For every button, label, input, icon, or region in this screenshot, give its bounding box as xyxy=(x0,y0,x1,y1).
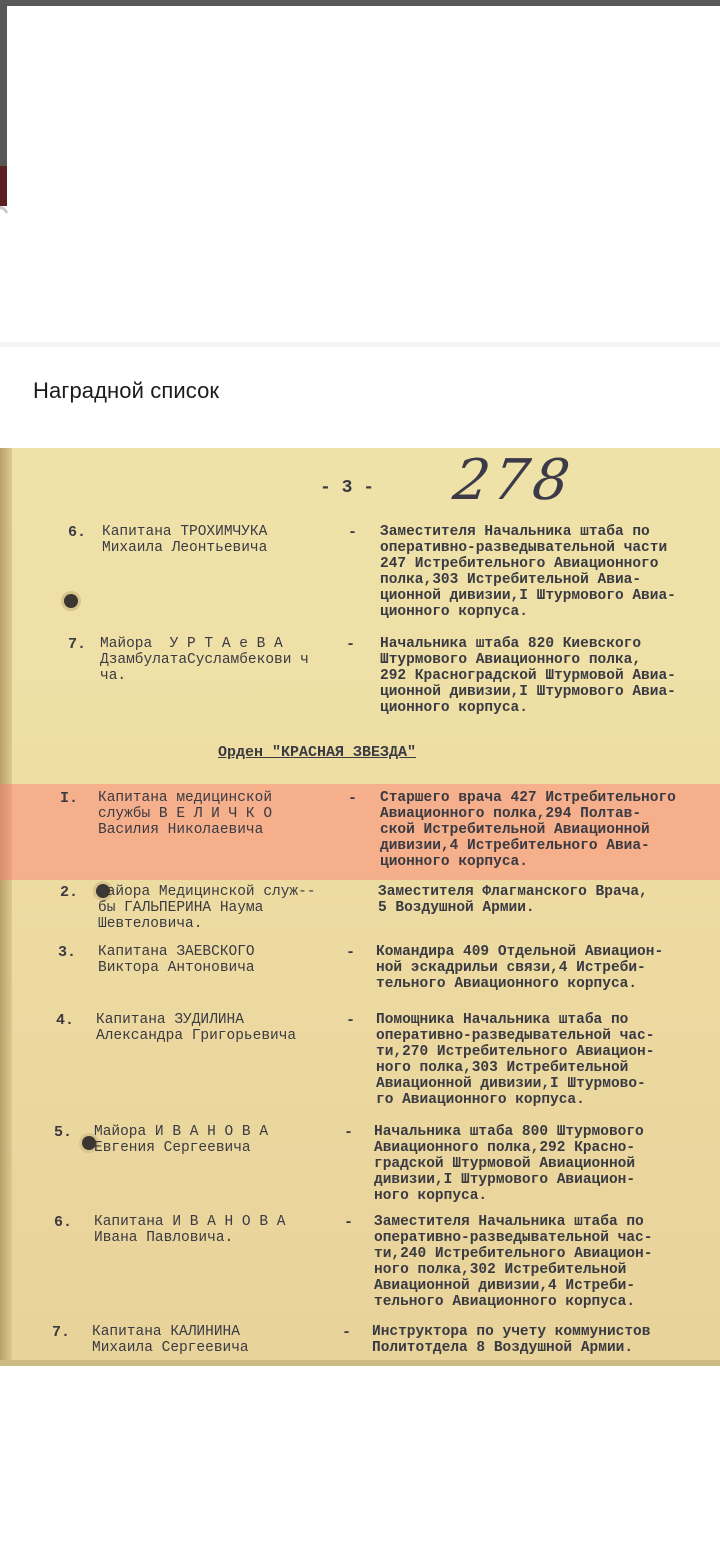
entry-name: Капитана медицинской службы В Е Л И Ч К О Василия Николаевича xyxy=(98,790,273,838)
entry-name: Майора Медицинской служ-- бы ГАЛЬПЕРИНА Наума Шевтеловича. xyxy=(98,884,316,932)
entry-dash: - xyxy=(344,1124,354,1141)
section-heading: Орден "КРАСНАЯ ЗВЕЗДА" xyxy=(218,744,417,761)
entry-dash: - xyxy=(342,1324,352,1341)
entry-name: Капитана И В А Н О В А Ивана Павловича. xyxy=(94,1214,286,1246)
punch-hole xyxy=(64,594,78,608)
entry-description: Инструктора по учету коммунистов Политотдела 8 Воздушной Армии. xyxy=(372,1324,651,1356)
top-status-bar xyxy=(0,0,720,6)
entry-number: 6. xyxy=(54,1214,73,1231)
entry-description: Помощника Начальника штаба по оперативно-разведывательной час- ти,270 Истребительного Авиацион- ного полка,303 Истребительной Авиационной дивизии,I Штурмово- го Авиационного корпуса. xyxy=(376,1012,655,1108)
scan-left-edge xyxy=(0,448,12,1366)
entry-dash: - xyxy=(344,1214,354,1231)
scan-bottom-edge xyxy=(0,1360,720,1366)
entry-name: Майора У Р Т А е В А ДзамбулатаСусламбекови ч ча. xyxy=(100,636,309,684)
page-number: - 3 - xyxy=(320,478,375,498)
entry-name: Капитана ТРОХИМЧУКА Михаила Леонтьевича xyxy=(102,524,268,556)
entry-description: Заместителя Начальника штаба по оперативно-разведывательной час- ти,240 Истребительного Авиацион- ного полка,302 Истребительной Авиационной дивизии,4 Истреби- тельного Авиационного корпуса. xyxy=(374,1214,653,1310)
entry-description: Заместителя Начальника штаба по оперативно-разведывательной части 247 Истребительного Авиационного полка,303 Истребительной Авиа- ционной дивизии,I Штурмового Авиа- ционного корпуса. xyxy=(380,524,676,620)
entry-number: 2. xyxy=(60,884,79,901)
handwritten-number: 278 xyxy=(449,448,578,513)
entry-number: 6. xyxy=(68,524,87,541)
entry-name: Капитана КАЛИНИНА Михаила Сергеевича xyxy=(92,1324,249,1356)
entry-number: 3. xyxy=(58,944,77,961)
card-title: Наградной список xyxy=(33,378,220,403)
entry-number: 7. xyxy=(68,636,87,653)
entry-dash: - xyxy=(346,1012,356,1029)
background-edge-accent xyxy=(0,166,7,206)
entry-description: Старшего врача 427 Истребительного Авиационного полка,294 Полтав- ской Истребительной Авиационной дивизии,4 Истребительного Авиа- ционного корпуса. xyxy=(380,790,676,870)
entry-dash: - xyxy=(346,636,356,653)
entry-dash: - xyxy=(346,944,356,961)
entry-dash: - xyxy=(348,524,358,541)
entry-description: Заместителя Флагманского Врача, 5 Воздушной Армии. xyxy=(378,884,648,916)
entry-description: Начальника штаба 800 Штурмового Авиационного полка,292 Красно- градской Штурмовой Авиационной дивизии,I Штурмового Авиацион- ного корпуса. xyxy=(374,1124,644,1204)
entry-name: Майора И В А Н О В А Евгения Сергеевича xyxy=(94,1124,269,1156)
entry-dash: - xyxy=(348,790,358,807)
entry-description: Командира 409 Отдельной Авиацион- ной эскадрильи связи,4 Истреби- тельного Авиационного корпуса. xyxy=(376,944,664,992)
entry-number: 7. xyxy=(52,1324,71,1341)
entry-number: 5. xyxy=(54,1124,73,1141)
entry-name: Капитана ЗУДИЛИНА Александра Григорьевича xyxy=(96,1012,297,1044)
entry-number: 4. xyxy=(56,1012,75,1029)
entry-number: I. xyxy=(60,790,79,807)
entry-name: Капитана ЗАЕВСКОГО Виктора Антоновича xyxy=(98,944,255,976)
entry-description: Начальника штаба 820 Киевского Штурмового Авиационного полка, 292 Красноградской Штурмовой Авиа- ционной дивизии,I Штурмового Авиа- ционного корпуса. xyxy=(380,636,676,716)
background-edge-strip xyxy=(0,6,7,166)
background-arc xyxy=(0,206,14,272)
document-scan[interactable] xyxy=(0,448,720,1366)
